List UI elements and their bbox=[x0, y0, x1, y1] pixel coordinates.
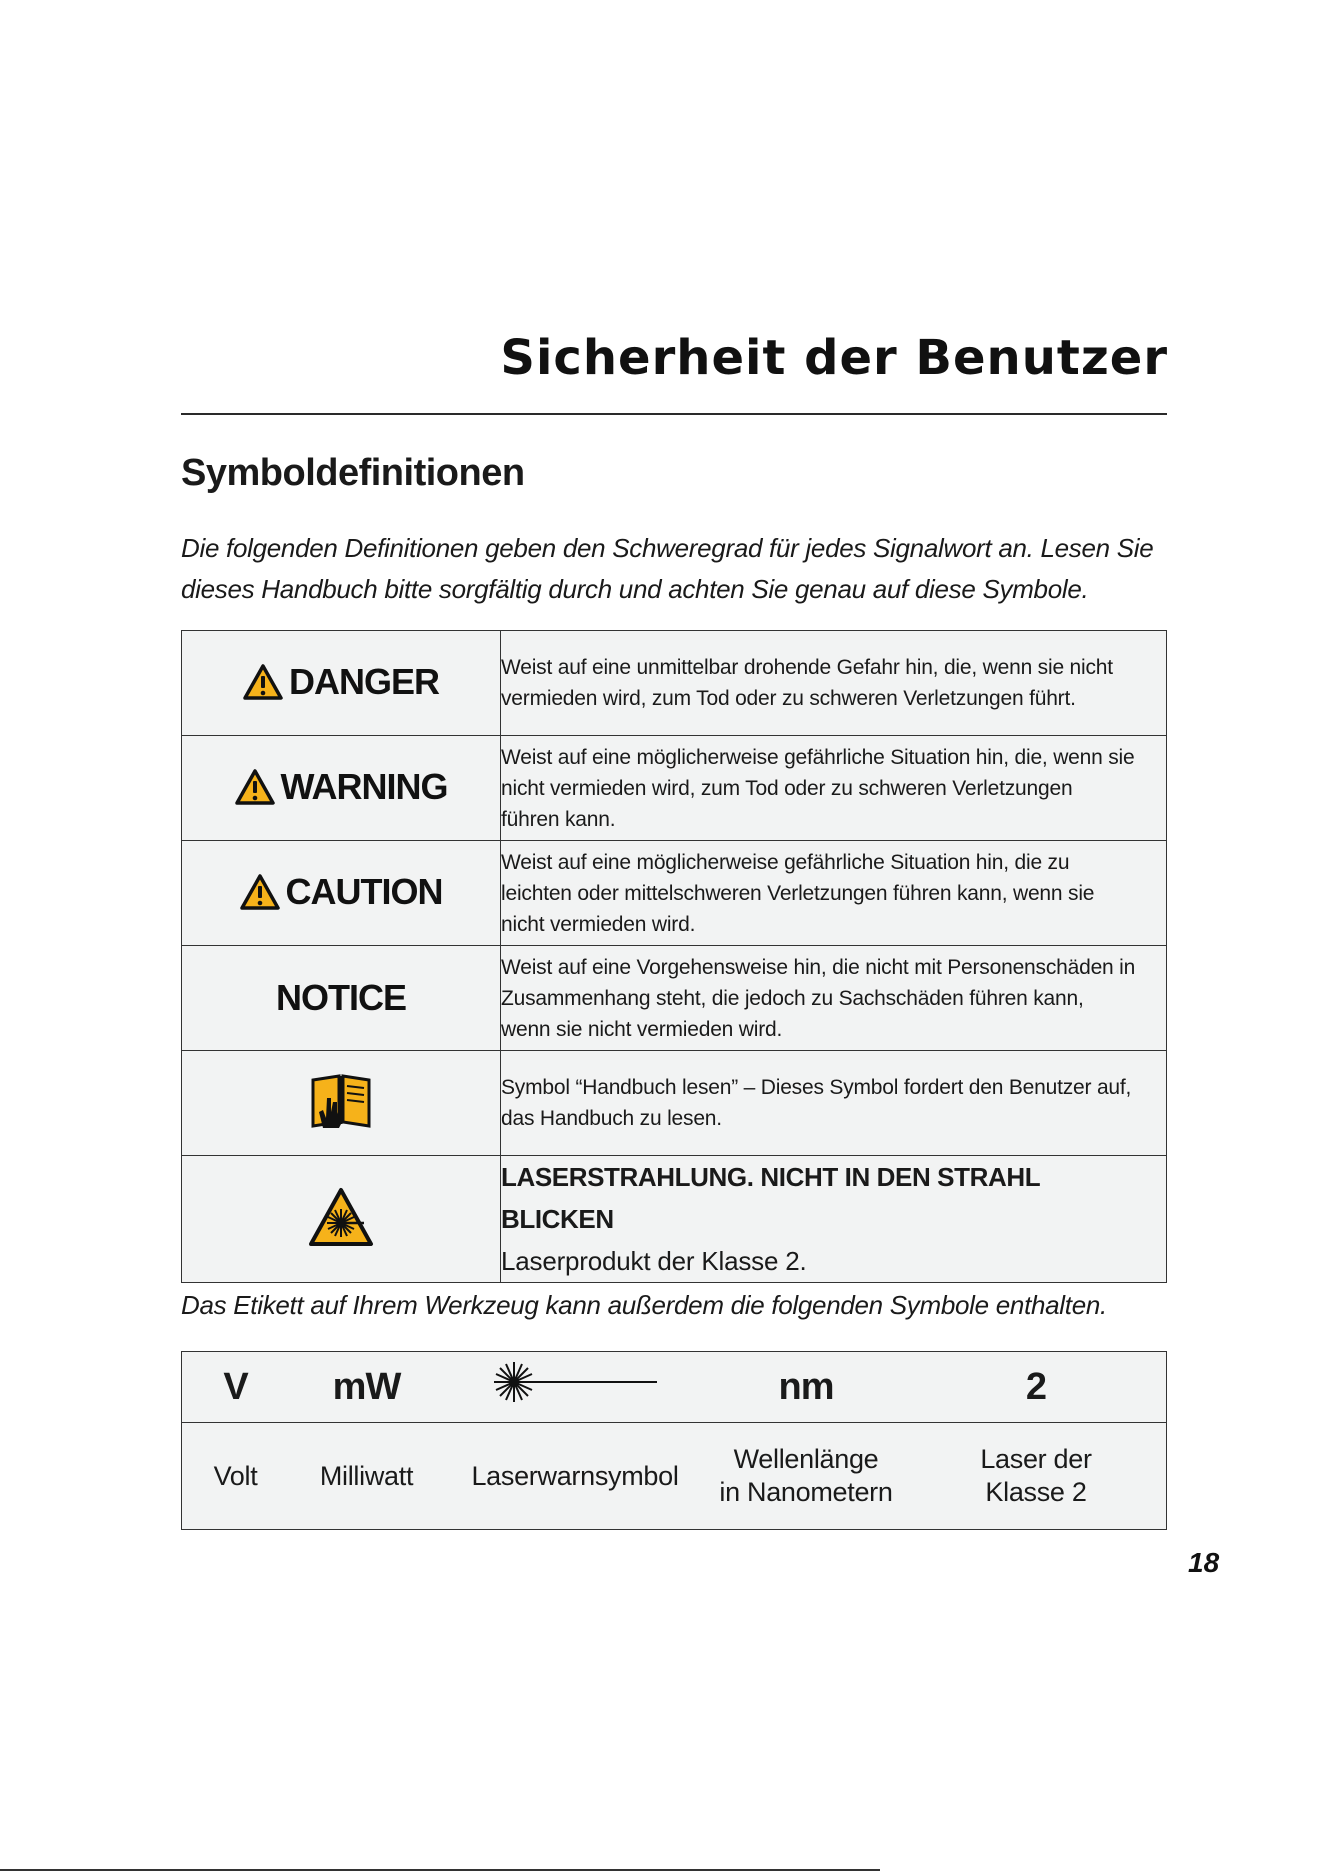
symbol-nanometer: nm bbox=[706, 1352, 906, 1423]
symbol-definitions-table bbox=[181, 630, 1167, 1283]
definition-text bbox=[501, 1156, 1167, 1283]
definition-row-notice bbox=[182, 946, 1167, 1051]
laser-warning-title: LASERSTRAHLUNG. NICHT IN DEN STRAHL BLICKEN bbox=[501, 1162, 1040, 1234]
meaning-volt: Volt bbox=[182, 1423, 290, 1530]
signal-cell bbox=[182, 1051, 501, 1156]
meaning-line: Laser der bbox=[980, 1444, 1092, 1474]
signal-cell bbox=[182, 736, 501, 841]
meaning-laser-class bbox=[906, 1423, 1167, 1530]
laser-warning-icon bbox=[308, 1187, 374, 1247]
signal-cell bbox=[182, 946, 501, 1051]
definition-text: Symbol “Handbuch lesen” – Dieses Symbol fordert den Benutzer auf, das Handbuch zu lesen. bbox=[501, 1051, 1167, 1156]
intro-paragraph: Die folgenden Definitionen geben den Schweregrad für jedes Signalwort an. Lesen Sie dieses Handbuch bitte sorgfältig durch und achten Sie genau auf diese Symbole. bbox=[181, 533, 1154, 604]
label-symbols-table bbox=[181, 1351, 1167, 1530]
section-title: Symboldefinitionen bbox=[181, 452, 525, 494]
signal-word-caution: CAUTION bbox=[285, 871, 443, 912]
signal-word-warning: WARNING bbox=[280, 766, 448, 807]
meaning-laser-warning: Laserwarnsymbol bbox=[444, 1423, 706, 1530]
definition-text: Weist auf eine Vorgehensweise hin, die nicht mit Personenschäden in Zusammenhang steht, die jedoch zu Sachschäden führen kann, wenn sie nicht vermieden wird. bbox=[501, 946, 1167, 1051]
warning-triangle-icon bbox=[240, 874, 280, 910]
definition-text: Weist auf eine möglicherweise gefährliche Situation hin, die, wenn sie nicht vermieden wird, zum Tod oder zu schweren Verletzungen führen kann. bbox=[501, 736, 1167, 841]
meaning-milliwatt: Milliwatt bbox=[289, 1423, 444, 1530]
definition-row-laser bbox=[182, 1156, 1167, 1283]
definition-row-danger bbox=[182, 631, 1167, 736]
meaning-row bbox=[182, 1423, 1167, 1530]
symbol-laser-beam bbox=[444, 1352, 706, 1423]
meaning-wavelength bbox=[706, 1423, 906, 1530]
signal-word-notice: NOTICE bbox=[275, 977, 406, 1018]
read-manual-icon bbox=[309, 1072, 373, 1130]
warning-triangle-icon bbox=[235, 769, 275, 805]
symbol-volt: V bbox=[182, 1352, 290, 1423]
signal-cell bbox=[182, 631, 501, 736]
definition-text: Weist auf eine unmittelbar drohende Gefahr hin, die, wenn sie nicht vermieden wird, zum Tod oder zu schweren Verletzungen führt. bbox=[501, 631, 1167, 736]
signal-cell bbox=[182, 841, 501, 946]
symbol-laser-class: 2 bbox=[906, 1352, 1167, 1423]
label-note: Das Etikett auf Ihrem Werkzeug kann außerdem die folgenden Symbole enthalten. bbox=[181, 1290, 1107, 1320]
signal-word-danger: DANGER bbox=[288, 661, 439, 702]
definition-row-warning bbox=[182, 736, 1167, 841]
signal-cell bbox=[182, 1156, 501, 1283]
definition-text: Weist auf eine möglicherweise gefährliche Situation hin, die zu leichten oder mittelschweren Verletzungen führen kann, wenn sie nicht vermieden wird. bbox=[501, 841, 1167, 946]
page-number: 18 bbox=[1188, 1547, 1220, 1578]
page-title: Sicherheit der Benutzer bbox=[500, 330, 1168, 386]
symbol-milliwatt: mW bbox=[289, 1352, 444, 1423]
title-divider bbox=[181, 413, 1167, 415]
definition-row-caution bbox=[182, 841, 1167, 946]
meaning-line: Klasse 2 bbox=[985, 1477, 1087, 1507]
meaning-line: in Nanometern bbox=[719, 1477, 893, 1507]
laser-class-text: Laserprodukt der Klasse 2. bbox=[501, 1246, 807, 1276]
meaning-line: Wellenlänge bbox=[733, 1444, 879, 1474]
laser-beam-icon bbox=[491, 1359, 659, 1405]
warning-triangle-icon bbox=[243, 664, 283, 700]
definition-row-read-manual bbox=[182, 1051, 1167, 1156]
symbol-row bbox=[182, 1352, 1167, 1423]
bottom-rule bbox=[0, 1869, 880, 1871]
